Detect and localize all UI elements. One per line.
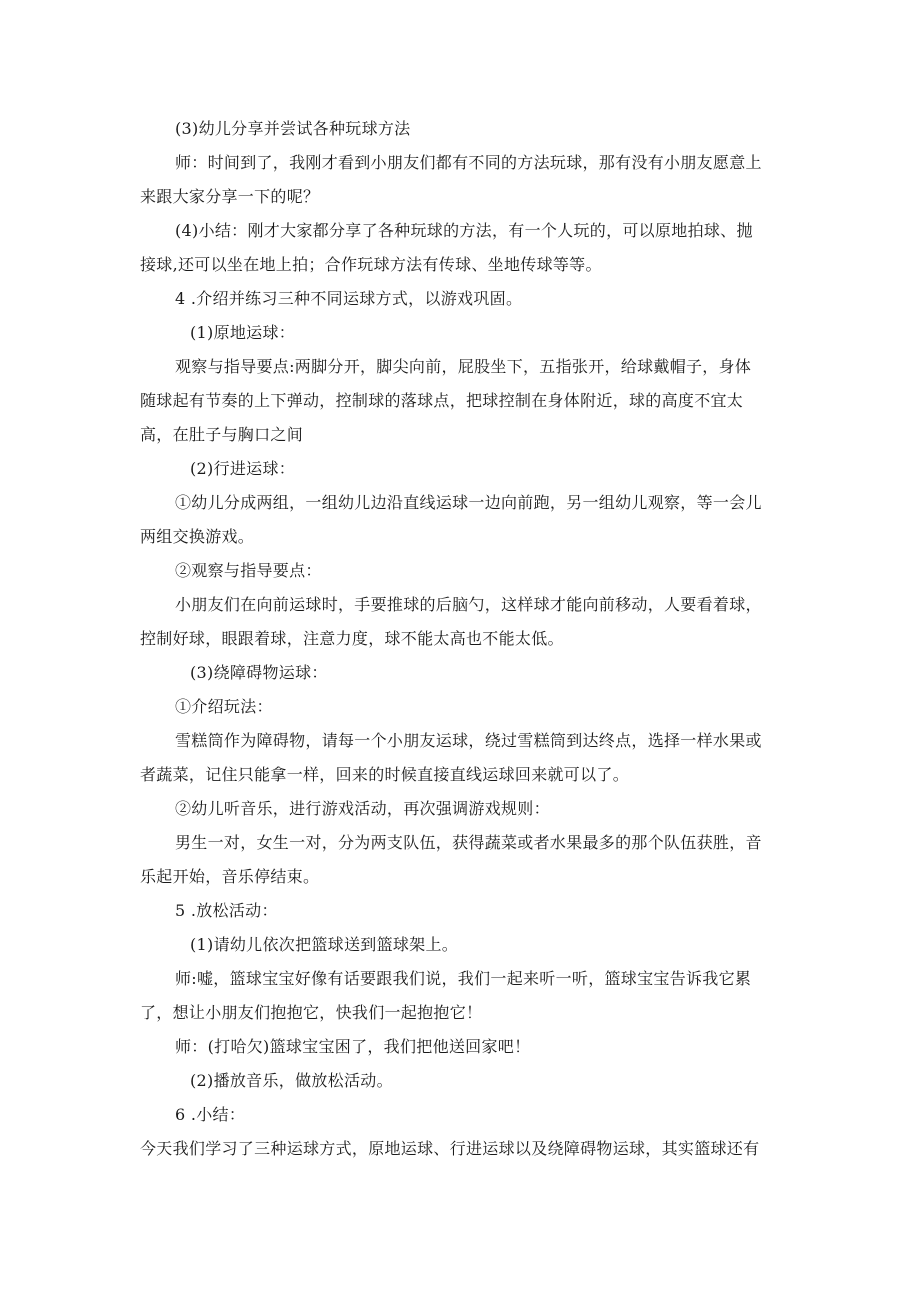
paragraph-line: 师:嘘，篮球宝宝好像有话要跟我们说，我们一起来听一听，篮球宝宝告诉我它累 xyxy=(175,969,752,988)
subsection-heading: (3)绕障碍物运球： xyxy=(190,663,328,682)
paragraph-line: (4)小结：刚才大家都分享了各种玩球的方法，有一个人玩的，可以原地拍球、抛 xyxy=(175,221,753,240)
paragraph-line: (2)播放音乐，做放松活动。 xyxy=(190,1071,393,1090)
paragraph-line: 乐起开始，音乐停结束。 xyxy=(140,867,320,886)
paragraph-line: 随球起有节奏的上下弹动，控制球的落球点，把球控制在身体附近，球的高度不宜太 xyxy=(140,391,744,410)
paragraph-line: 接球,还可以坐在地上拍；合作玩球方法有传球、坐地传球等等。 xyxy=(140,255,602,274)
paragraph-line: 男生一对，女生一对，分为两支队伍，获得蔬菜或者水果最多的那个队伍获胜，音 xyxy=(175,833,762,852)
paragraph-line: 控制好球，眼跟着球，注意力度，球不能太高也不能太低。 xyxy=(140,629,564,648)
paragraph-line: ②幼儿听音乐，进行游戏活动，再次强调游戏规则： xyxy=(175,799,550,818)
paragraph-line: 者蔬菜，记住只能拿一样，回来的时候直接直线运球回来就可以了。 xyxy=(140,765,630,784)
paragraph-line: 今天我们学习了三种运球方式，原地运球、行进运球以及绕障碍物运球，其实篮球还有 xyxy=(140,1139,760,1158)
paragraph-line: (1)请幼儿依次把篮球送到篮球架上。 xyxy=(190,935,459,954)
paragraph-line: 雪糕筒作为障碍物，请每一个小朋友运球，绕过雪糕筒到达终点，选择一样水果或 xyxy=(175,731,762,750)
paragraph-line: ②观察与指导要点： xyxy=(175,561,322,580)
paragraph-line: 两组交换游戏。 xyxy=(140,527,255,546)
section-heading: 4 .介绍并练习三种不同运球方式，以游戏巩固。 xyxy=(175,289,523,308)
paragraph-line: 观察与指导要点:两脚分开，脚尖向前，屁股坐下，五指张开，给球戴帽子，身体 xyxy=(175,357,752,376)
section-heading: 5 .放松活动： xyxy=(175,901,278,920)
subsection-heading: (2)行进运球： xyxy=(190,459,296,478)
paragraph-line: 了，想让小朋友们抱抱它，快我们一起抱抱它！ xyxy=(140,1003,483,1022)
subsection-heading: (3)幼儿分享并尝试各种玩球方法 xyxy=(175,119,411,138)
paragraph-line: 高，在肚子与胸口之间 xyxy=(140,425,304,444)
section-heading: 6 .小结： xyxy=(175,1105,246,1124)
paragraph-line: ①介绍玩法： xyxy=(175,697,273,716)
paragraph-line: 来跟大家分享一下的呢？ xyxy=(140,187,320,206)
paragraph-line: 师：(打哈欠)篮球宝宝困了，我们把他送回家吧！ xyxy=(175,1037,531,1056)
paragraph-line: ①幼儿分成两组，一组幼儿边沿直线运球一边向前跑，另一组幼儿观察，等一会儿 xyxy=(175,493,762,512)
paragraph-line: 师：时间到了，我刚才看到小朋友们都有不同的方法玩球，那有没有小朋友愿意上 xyxy=(175,153,762,172)
paragraph-line: 小朋友们在向前运球时，手要推球的后脑勺，这样球才能向前移动，人要看着球， xyxy=(175,595,762,614)
subsection-heading: (1)原地运球： xyxy=(190,323,296,342)
